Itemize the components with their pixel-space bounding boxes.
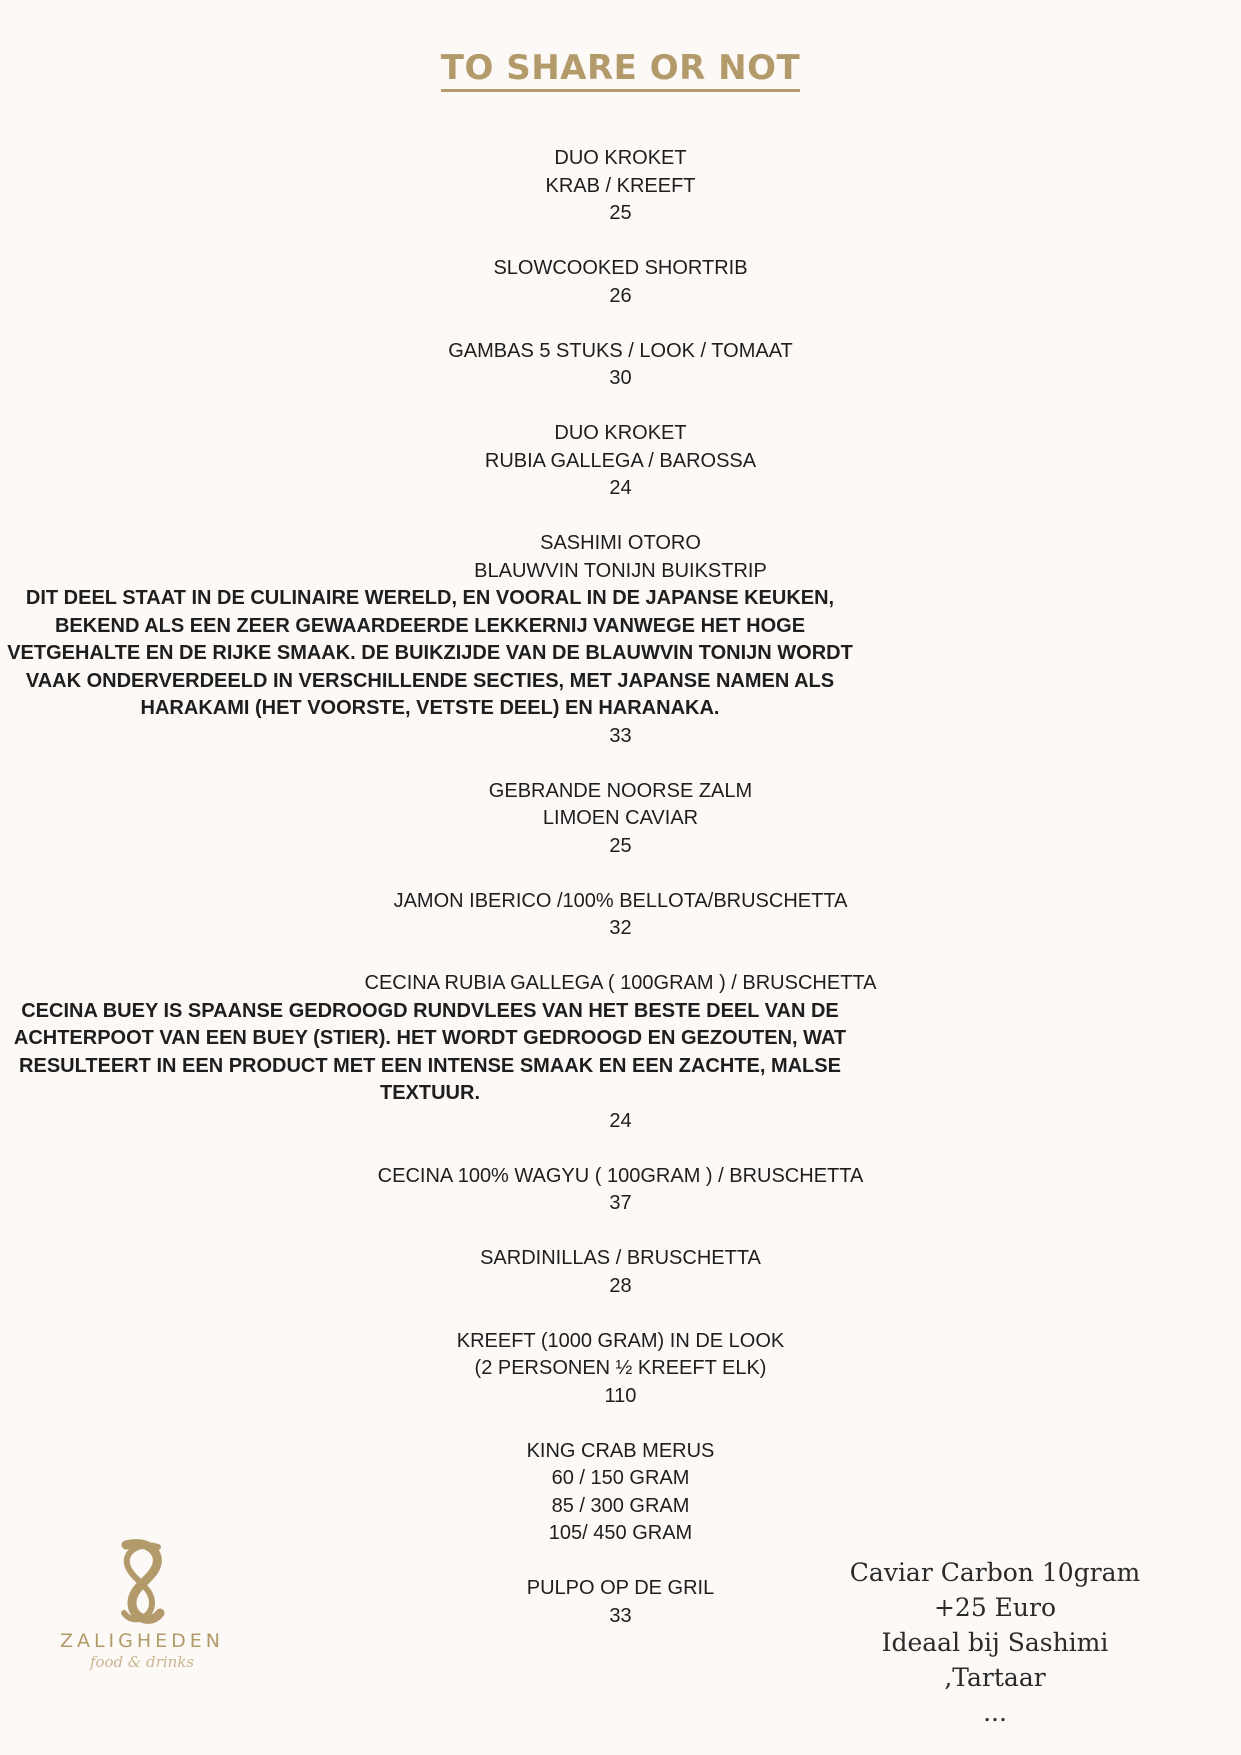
menu-item	[0, 1163, 1241, 1218]
dish-price: 26	[609, 284, 632, 307]
svg-text:8: 8	[141, 1595, 143, 1596]
caviar-line: ...	[983, 1698, 1007, 1727]
menu-item	[0, 530, 1241, 750]
caviar-line: Caviar Carbon 10gram	[849, 1558, 1141, 1587]
dish-price: 28	[609, 1274, 632, 1297]
menu-item	[0, 1438, 1241, 1548]
brand-logo	[52, 1535, 232, 1675]
menu-item	[0, 1245, 1241, 1300]
dish-price: 110	[604, 1384, 637, 1407]
dish-detail: 105/ 450 GRAM	[548, 1522, 693, 1544]
dish-name: SLOWCOOKED SHORTRIB	[493, 257, 748, 279]
dish-detail: BLAUWVIN TONIJN BUIKSTRIP	[474, 559, 767, 582]
logo-eight-icon	[52, 1535, 232, 1630]
logo-tagline: food & drinks	[89, 1653, 195, 1671]
dish-price: 24	[609, 477, 632, 499]
dish-detail: 85 / 300 GRAM	[551, 1494, 690, 1517]
menu-item	[0, 1328, 1241, 1411]
menu-item	[0, 338, 1241, 393]
dish-name: CECINA RUBIA GALLEGA ( 100GRAM ) / BRUSCHETTA	[364, 972, 877, 994]
caviar-line: Ideaal bij Sashimi ,Tartaar	[881, 1628, 1109, 1692]
dish-price: 33	[609, 1604, 632, 1627]
dish-detail: KRAB / KREEFT	[545, 174, 696, 197]
dish-detail: RUBIA GALLEGA / BAROSSA	[484, 449, 757, 472]
menu-item	[0, 888, 1241, 943]
dish-detail: LIMOEN CAVIAR	[542, 807, 699, 829]
dish-name: KREEFT (1000 GRAM) IN DE LOOK	[456, 1329, 785, 1352]
dish-name: GEBRANDE NOORSE ZALM	[488, 779, 753, 802]
menu-list	[0, 145, 1241, 1658]
dish-price: 33	[609, 724, 632, 747]
dish-name: CECINA 100% WAGYU ( 100GRAM ) / BRUSCHETTA	[377, 1164, 864, 1187]
dish-name: PULPO OP DE GRIL	[526, 1577, 715, 1599]
dish-name: JAMON IBERICO /100% BELLOTA/BRUSCHETTA	[393, 889, 848, 912]
dish-price: 24	[609, 1109, 632, 1132]
dish-name: SASHIMI OTORO	[540, 532, 701, 554]
menu-title-text: TO SHARE OR NOT	[441, 48, 800, 92]
dish-name: SARDINILLAS / BRUSCHETTA	[480, 1247, 761, 1269]
caviar-line: +25 Euro	[933, 1593, 1057, 1622]
menu-title	[0, 48, 1241, 88]
dish-name: GAMBAS 5 STUKS / LOOK / TOMAAT	[448, 339, 793, 362]
menu-item	[0, 970, 1241, 1135]
dish-name: DUO KROKET	[554, 147, 687, 169]
dish-price: 25	[609, 202, 632, 224]
menu-item	[0, 255, 1241, 310]
caviar-note	[830, 1555, 1160, 1730]
dish-price: 32	[609, 917, 632, 939]
menu-item	[0, 420, 1241, 503]
dish-price: 25	[609, 834, 632, 857]
logo-name: ZALIGHEDEN	[59, 1630, 225, 1652]
dish-detail: (2 PERSONEN ½ KREEFT ELK)	[474, 1357, 767, 1379]
dish-name: KING CRAB MERUS	[526, 1439, 715, 1462]
menu-item	[0, 145, 1241, 228]
dish-price: 37	[609, 1192, 632, 1214]
dish-detail: 60 / 150 GRAM	[551, 1467, 690, 1489]
dish-price: 30	[609, 367, 632, 389]
dish-description: DIT DEEL STAAT IN DE CULINAIRE WERELD, EN VOORAL IN DE JAPANSE KEUKEN, BEKEND ALS EEN ZEER GEWAARDEERDE LEKKERNIJ VANWEGE HET HOGE VETGEHALTE EN DE RIJKE SMAAK. DE BUIKZIJDE VAN DE BLAUWVIN TONIJN WORDT VAAK ONDERVERDEELD IN VERSCHILLENDE SECTIES, MET JAPANSE NAMEN ALS HARAKAMI (HET VOORSTE, VETSTE DEEL) EN HARANAKA.	[7, 587, 853, 719]
menu-item	[0, 778, 1241, 861]
dish-name: DUO KROKET	[554, 422, 687, 444]
dish-description: CECINA BUEY IS SPAANSE GEDROOGD RUNDVLEES VAN HET BESTE DEEL VAN DE ACHTERPOOT VAN EEN BUEY (STIER). HET WORDT GEDROOGD EN GEZOUTEN, WAT RESULTEERT IN EEN PRODUCT MET EEN INTENSE SMAAK EN EEN ZACHTE, MALSE TEXTUUR.	[13, 999, 847, 1104]
